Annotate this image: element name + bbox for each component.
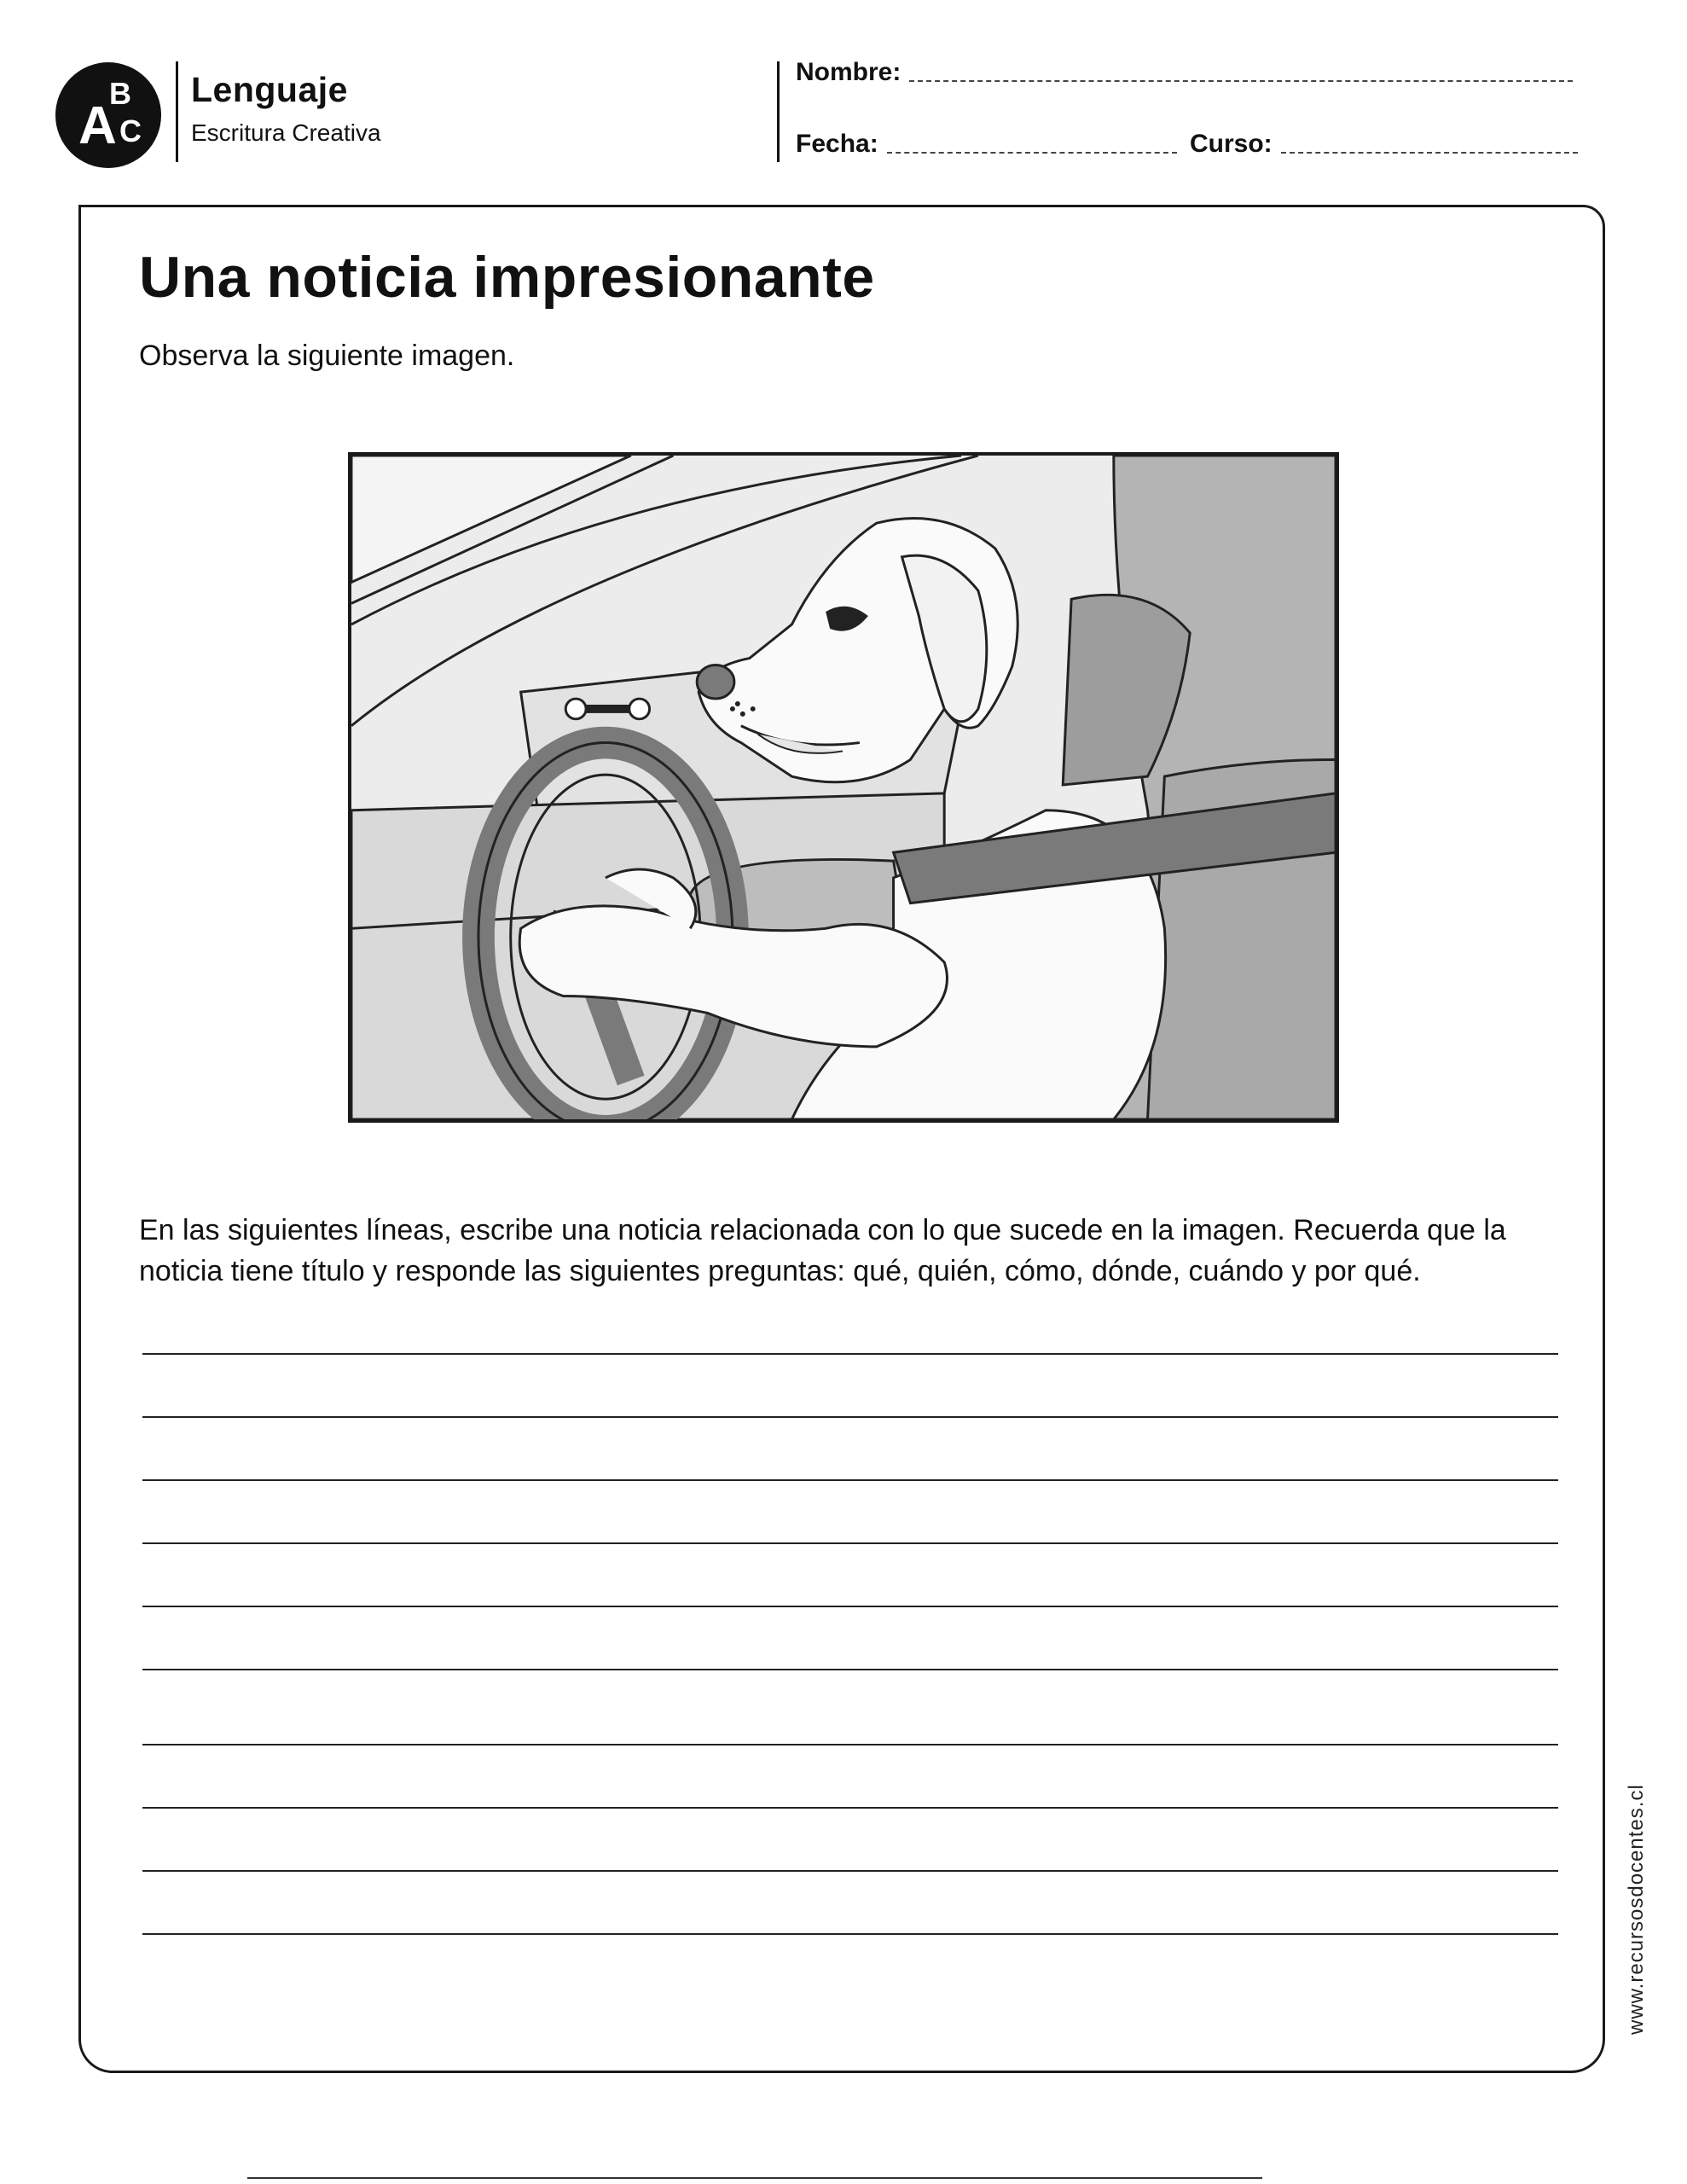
writing-line-9[interactable] <box>142 1870 1558 1872</box>
name-label: Nombre: <box>796 58 901 86</box>
date-input-line[interactable] <box>887 151 1177 154</box>
fields-divider <box>777 61 780 162</box>
abc-logo <box>53 60 164 171</box>
subject-subarea: Escritura Creativa <box>191 119 381 146</box>
writing-line-6[interactable] <box>142 1669 1558 1670</box>
name-field[interactable] <box>796 58 1573 87</box>
writing-line-8[interactable] <box>142 1807 1558 1809</box>
observe-instruction: Observa la siguiente imagen. <box>139 340 515 372</box>
writing-line-10[interactable] <box>142 1933 1558 1935</box>
course-input-line[interactable] <box>1281 151 1578 154</box>
abc-logo-icon <box>53 60 164 171</box>
writing-instruction: En las siguientes líneas, escribe una noticia relacionada con lo que sucede en la imagen. Recuerda que la noticia tiene título y responde las siguientes preguntas: qué, quién, cómo, dónde, cuándo y por qué. <box>139 1214 1506 1287</box>
writing-line-7[interactable] <box>142 1744 1558 1745</box>
header-divider <box>176 61 178 162</box>
writing-line-4[interactable] <box>142 1542 1558 1544</box>
course-label: Curso: <box>1190 130 1272 158</box>
worksheet-title: Una noticia impresionante <box>139 245 875 310</box>
logo-letter-c: C <box>119 113 142 148</box>
writing-line-3[interactable] <box>142 1479 1558 1481</box>
subject-title: Lenguaje <box>191 70 348 109</box>
dog-driving-icon <box>351 456 1336 1119</box>
writing-line-2[interactable] <box>142 1416 1558 1418</box>
writing-line-5[interactable] <box>142 1606 1558 1607</box>
dog-driving-illustration <box>348 452 1339 1123</box>
footer-rule <box>247 2177 1262 2179</box>
site-watermark: www.recursosdocentes.cl <box>1625 1784 1648 2035</box>
course-field[interactable] <box>1190 130 1578 159</box>
writing-line-1[interactable] <box>142 1353 1558 1355</box>
name-input-line[interactable] <box>909 79 1573 82</box>
date-field[interactable] <box>796 130 1177 159</box>
date-label: Fecha: <box>796 130 878 158</box>
logo-letter-a: A <box>78 96 117 155</box>
logo-letter-b: B <box>109 76 131 111</box>
